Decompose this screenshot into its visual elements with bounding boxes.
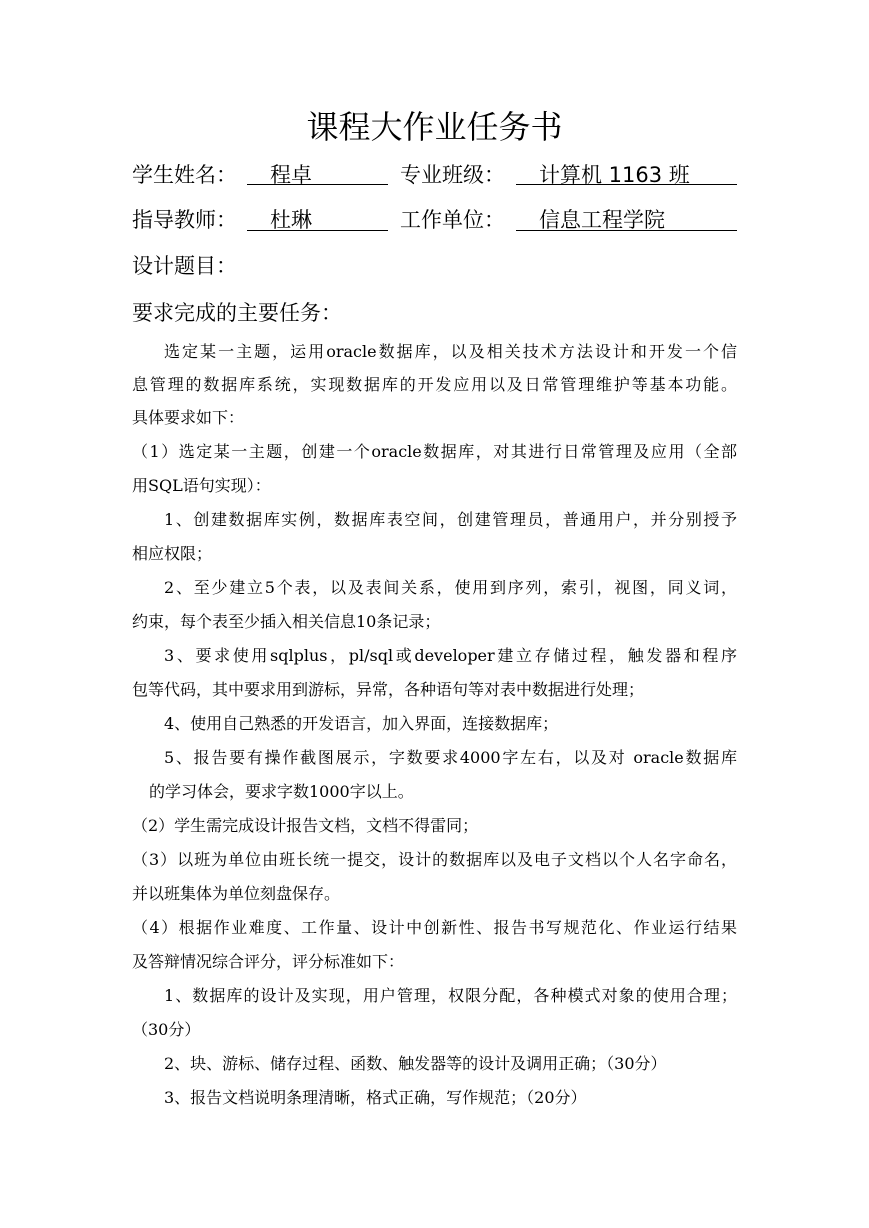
unit-label: 工作单位： [400,208,505,232]
document-title: 课程大作业任务书 [306,108,563,146]
topic-label: 设计题目： [132,254,237,278]
body-line: 包等代码，其中要求用到游标，异常，各种语句等对表中数据进行处理； [132,680,645,699]
body-line: 2、至少建立5个表，以及表间关系，使用到序列，索引，视图，同义词， [164,578,737,597]
teacher-underline [247,230,388,231]
tasks-heading: 要求完成的主要任务： [132,301,342,325]
teacher-info-row [132,202,738,238]
body-line: 5、报告要有操作截图展示，字数要求4000字左右，以及对 oracle数据库 [164,748,737,767]
class-value: 计算机 1163 班 [539,163,690,187]
body-line: （2）学生需完成设计报告文档，文档不得雷同； [132,816,479,835]
teacher-value: 杜琳 [270,208,312,232]
body-line: 1、创建数据库实例，数据库表空间，创建管理员，普通用户，并分别授予 [164,510,737,529]
body-line: （1）选定某一主题，创建一个oracle数据库，对其进行日常管理及应用（全部 [132,442,737,461]
body-line: 3、要求使用sqlplus，pl/sql或developer建立存储过程，触发器和程序 [164,646,737,665]
body-line: 用SQL语句实现）： [132,476,271,495]
body-line: 并以班集体为单位刻盘保存。 [132,884,341,903]
student-name-underline [247,184,388,185]
body-line: （4）根据作业难度、工作量、设计中创新性、报告书写规范化、作业运行结果 [132,918,737,937]
body-line: 息管理的数据库系统，实现数据库的开发应用以及日常管理维护等基本功能。 [132,375,737,394]
body-line: 具体要求如下： [132,408,245,427]
body-line: 相应权限； [132,544,213,563]
student-name-value: 程卓 [270,163,312,187]
body-line: （3）以班为单位由班长统一提交，设计的数据库以及电子文档以个人名字命名， [132,850,737,869]
body-line: 2、块、游标、储存过程、函数、触发器等的设计及调用正确；（30分） [164,1054,667,1073]
teacher-label: 指导教师： [132,208,237,232]
body-line: 3、报告文档说明条理清晰，格式正确，写作规范；（20分） [164,1088,587,1107]
body-line: 选定某一主题，运用oracle数据库，以及相关技术方法设计和开发一个信 [164,342,737,361]
body-line: （30分） [132,1020,201,1039]
unit-value: 信息工程学院 [539,208,665,232]
student-name-label: 学生姓名： [132,163,237,187]
body-line: 1、数据库的设计及实现，用户管理，权限分配，各种模式对象的使用合理； [164,986,737,1005]
body-line: 及答辩情况综合评分，评分标准如下： [132,952,405,971]
body-line: 的学习体会，要求字数1000字以上。 [149,782,414,801]
body-line: 约束，每个表至少插入相关信息10条记录； [132,612,441,631]
body-line: 4、使用自己熟悉的开发语言，加入界面，连接数据库； [164,714,559,733]
class-label: 专业班级： [400,163,505,187]
student-info-row [132,157,738,193]
